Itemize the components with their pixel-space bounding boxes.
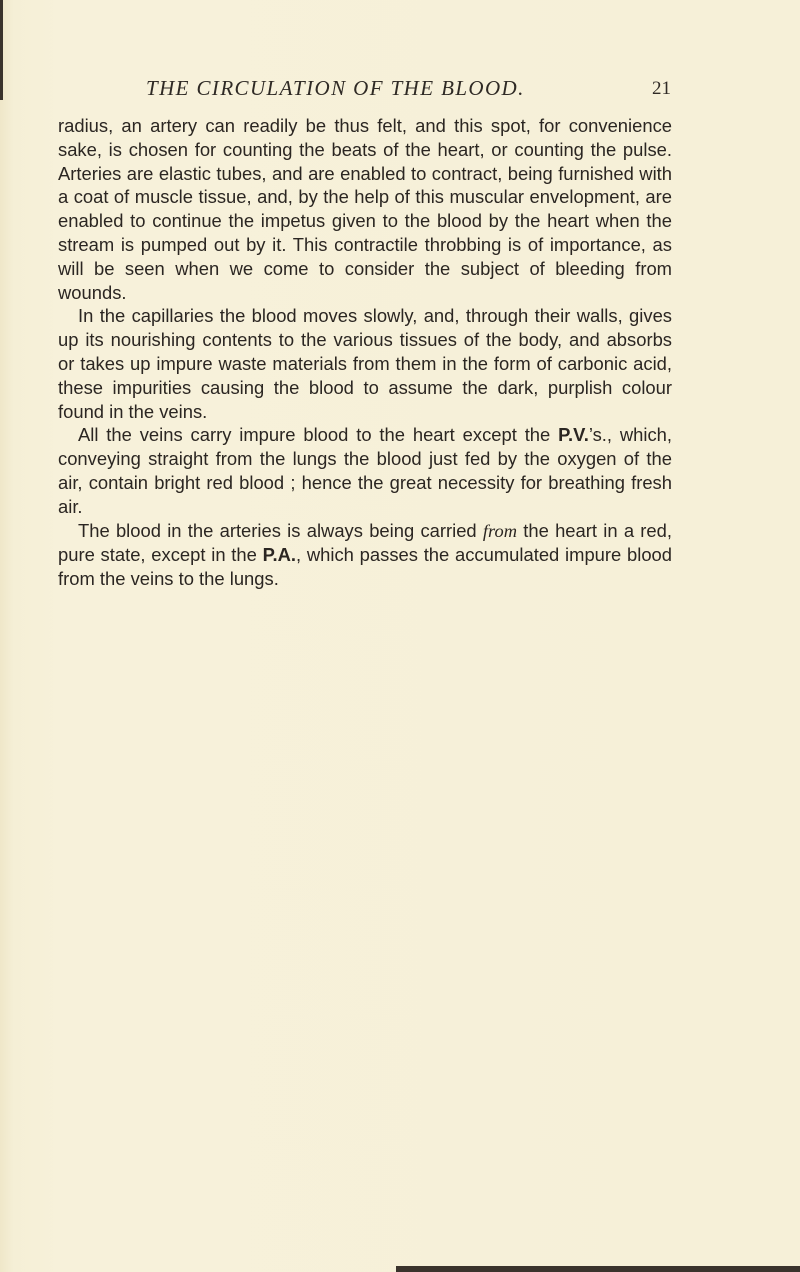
running-title: THE CIRCULATION OF THE BLOOD. xyxy=(146,76,525,100)
paragraph-text-after: , which passes the accumulated impure blood from the veins to the lungs. xyxy=(58,544,672,590)
paragraph-3 xyxy=(58,423,672,518)
paragraph-4 xyxy=(58,519,672,591)
page-bottom-edge xyxy=(396,1266,800,1272)
paragraph-text-before: All the veins carry impure blood to the heart except the xyxy=(78,424,559,446)
paragraph-text-middle: the heart in a red, pure state, except in the xyxy=(58,519,672,566)
running-header xyxy=(0,76,800,106)
page-number: 21 xyxy=(652,78,671,99)
body-text xyxy=(58,114,672,591)
paragraph-2 xyxy=(58,304,672,423)
paragraph-text-after: ’s., which, conveying straight from the lungs the blood just fed by the oxygen of the air, contain bright red blood ; hence the great necessity for breathing fresh air. xyxy=(58,424,673,517)
paragraph-text: In the capillaries the blood moves slowly, and, through their walls, gives up its nourishing contents to the various tissues of the body, and absorbs or takes up impure waste materials from them in the form of carbonic acid, these impurities causing the blood to assume the dark, purplish colour found in the veins. xyxy=(58,305,672,422)
abbreviation-pv: P.V. xyxy=(558,424,589,446)
abbreviation-pa: P.A. xyxy=(262,544,297,566)
paragraph-1 xyxy=(58,114,672,304)
italic-emphasis: from xyxy=(482,520,517,541)
paragraph-text-before: The blood in the arteries is always being carried xyxy=(78,519,483,541)
paragraph-text: radius, an artery can readily be thus felt, and this spot, for convenience sake, is chosen for counting the beats of the heart, or counting the pulse. Arteries are elastic tubes, and are enabled to contract, being furnished with a coat of muscle tissue, and, by the help of this muscular envelopment, are enabled to continue the impetus given to the blood by the heart when the stream is pumped out by it. This contractile throbbing is of importance, as will be seen when we come to consider the subject of bleeding from wounds. xyxy=(58,115,672,303)
